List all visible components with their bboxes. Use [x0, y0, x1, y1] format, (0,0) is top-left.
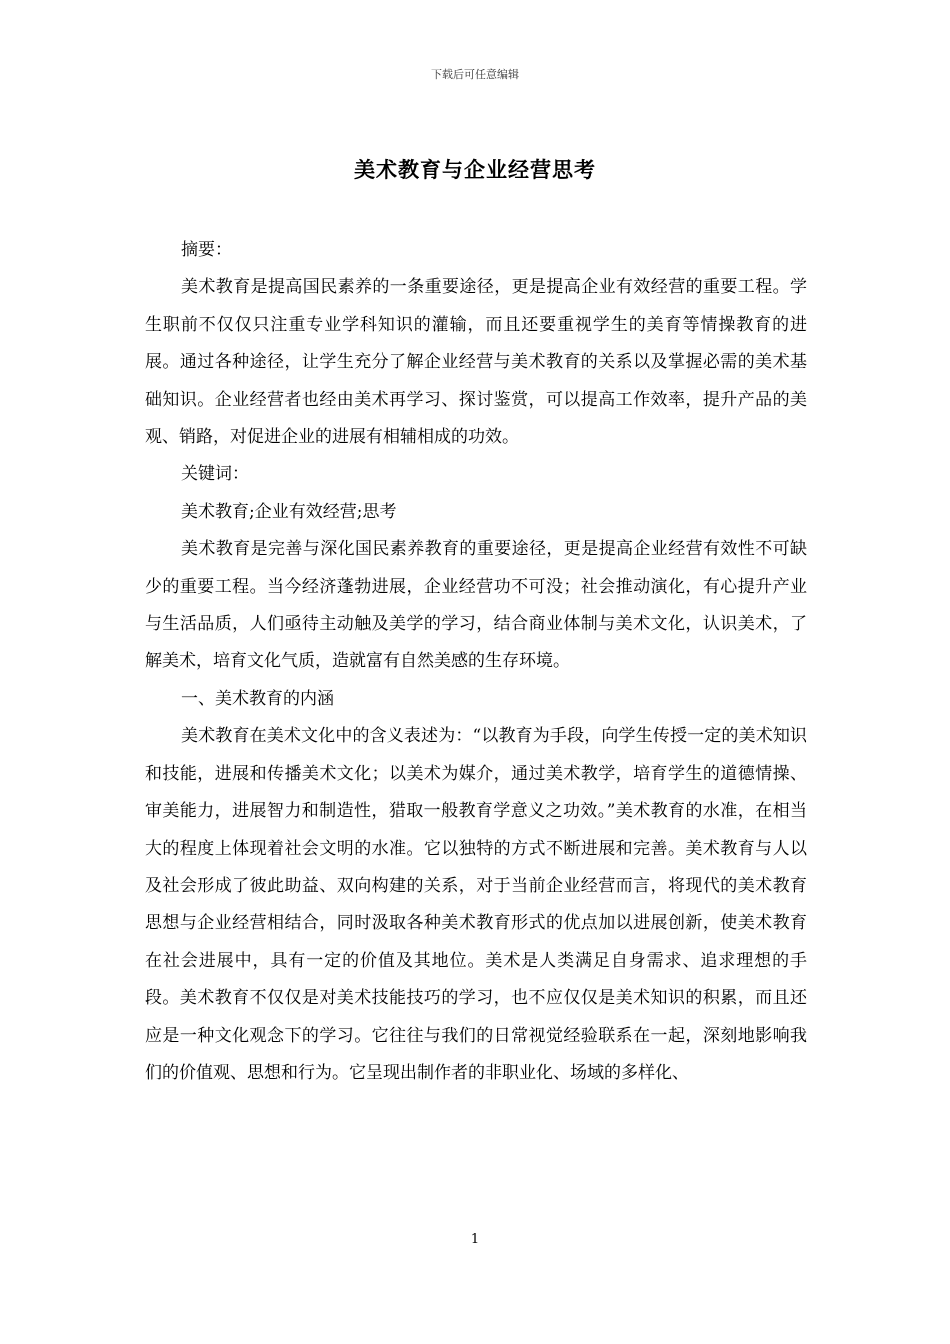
abstract-paragraph: 美术教育是提高国民素养的一条重要途径，更是提高企业有效经营的重要工程。学生职前不仅仅只注重专业学科知识的灌输，而且还要重视学生的美育等情操教育的进展。通过各种途径，让学生充分了解企业经营与美术教育的关系以及掌握必需的美术基础知识。企业经营者也经由美术再学习、探讨鉴赏，可以提高工作效率，提升产品的美观、销路，对促进企业的进展有相辅相成的功效。: [145, 277, 807, 448]
page-header: 下载后可任意编辑: [431, 68, 519, 81]
document-title: 美术教育与企业经营思考: [354, 157, 596, 182]
page-number: 1: [470, 1232, 480, 1247]
section-heading: 一、美术教育的内涵: [181, 688, 334, 709]
keywords-text: 美术教育;企业有效经营;思考: [181, 501, 397, 522]
document-body: [145, 232, 807, 1092]
section-paragraph: 美术教育在美术文化中的含义表述为：“以教育为手段，向学生传授一定的美术知识和技能，进展和传播美术文化；以美术为媒介，通过美术教学，培育学生的道德情操、审美能力，进展智力和制造性，猎取一般教育学意义之功效。”美术教育的水准，在相当大的程度上体现着社会文明的水准。它以独特的方式不断进展和完善。美术教育与人以及社会形成了彼此助益、双向构建的关系，对于当前企业经营而言，将现代的美术教育思想与企业经营相结合，同时汲取各种美术教育形式的优点加以进展创新，使美术教育在社会进展中，具有一定的价值及其地位。美术是人类满足自身需求、追求理想的手段。美术教育不仅仅是对美术技能技巧的学习，也不应仅仅是美术知识的积累，而且还应是一种文化观念下的学习。它往往与我们的日常视觉经验联系在一起，深刻地影响我们的价值观、思想和行为。它呈现出制作者的非职业化、场域的多样化、: [145, 726, 807, 1083]
keywords-label: 关键词：: [181, 464, 249, 485]
abstract-label: 摘要：: [181, 240, 232, 260]
intro-paragraph: 美术教育是完善与深化国民素养教育的重要途径，更是提高企业经营有效性不可缺少的重要工程。当今经济蓬勃进展，企业经营功不可没；社会推动演化，有心提升产业与生活品质，人们亟待主动触及美学的学习，结合商业体制与美术文化，认识美术，了解美术，培育文化气质，造就富有自然美感的生存环境。: [145, 539, 807, 672]
